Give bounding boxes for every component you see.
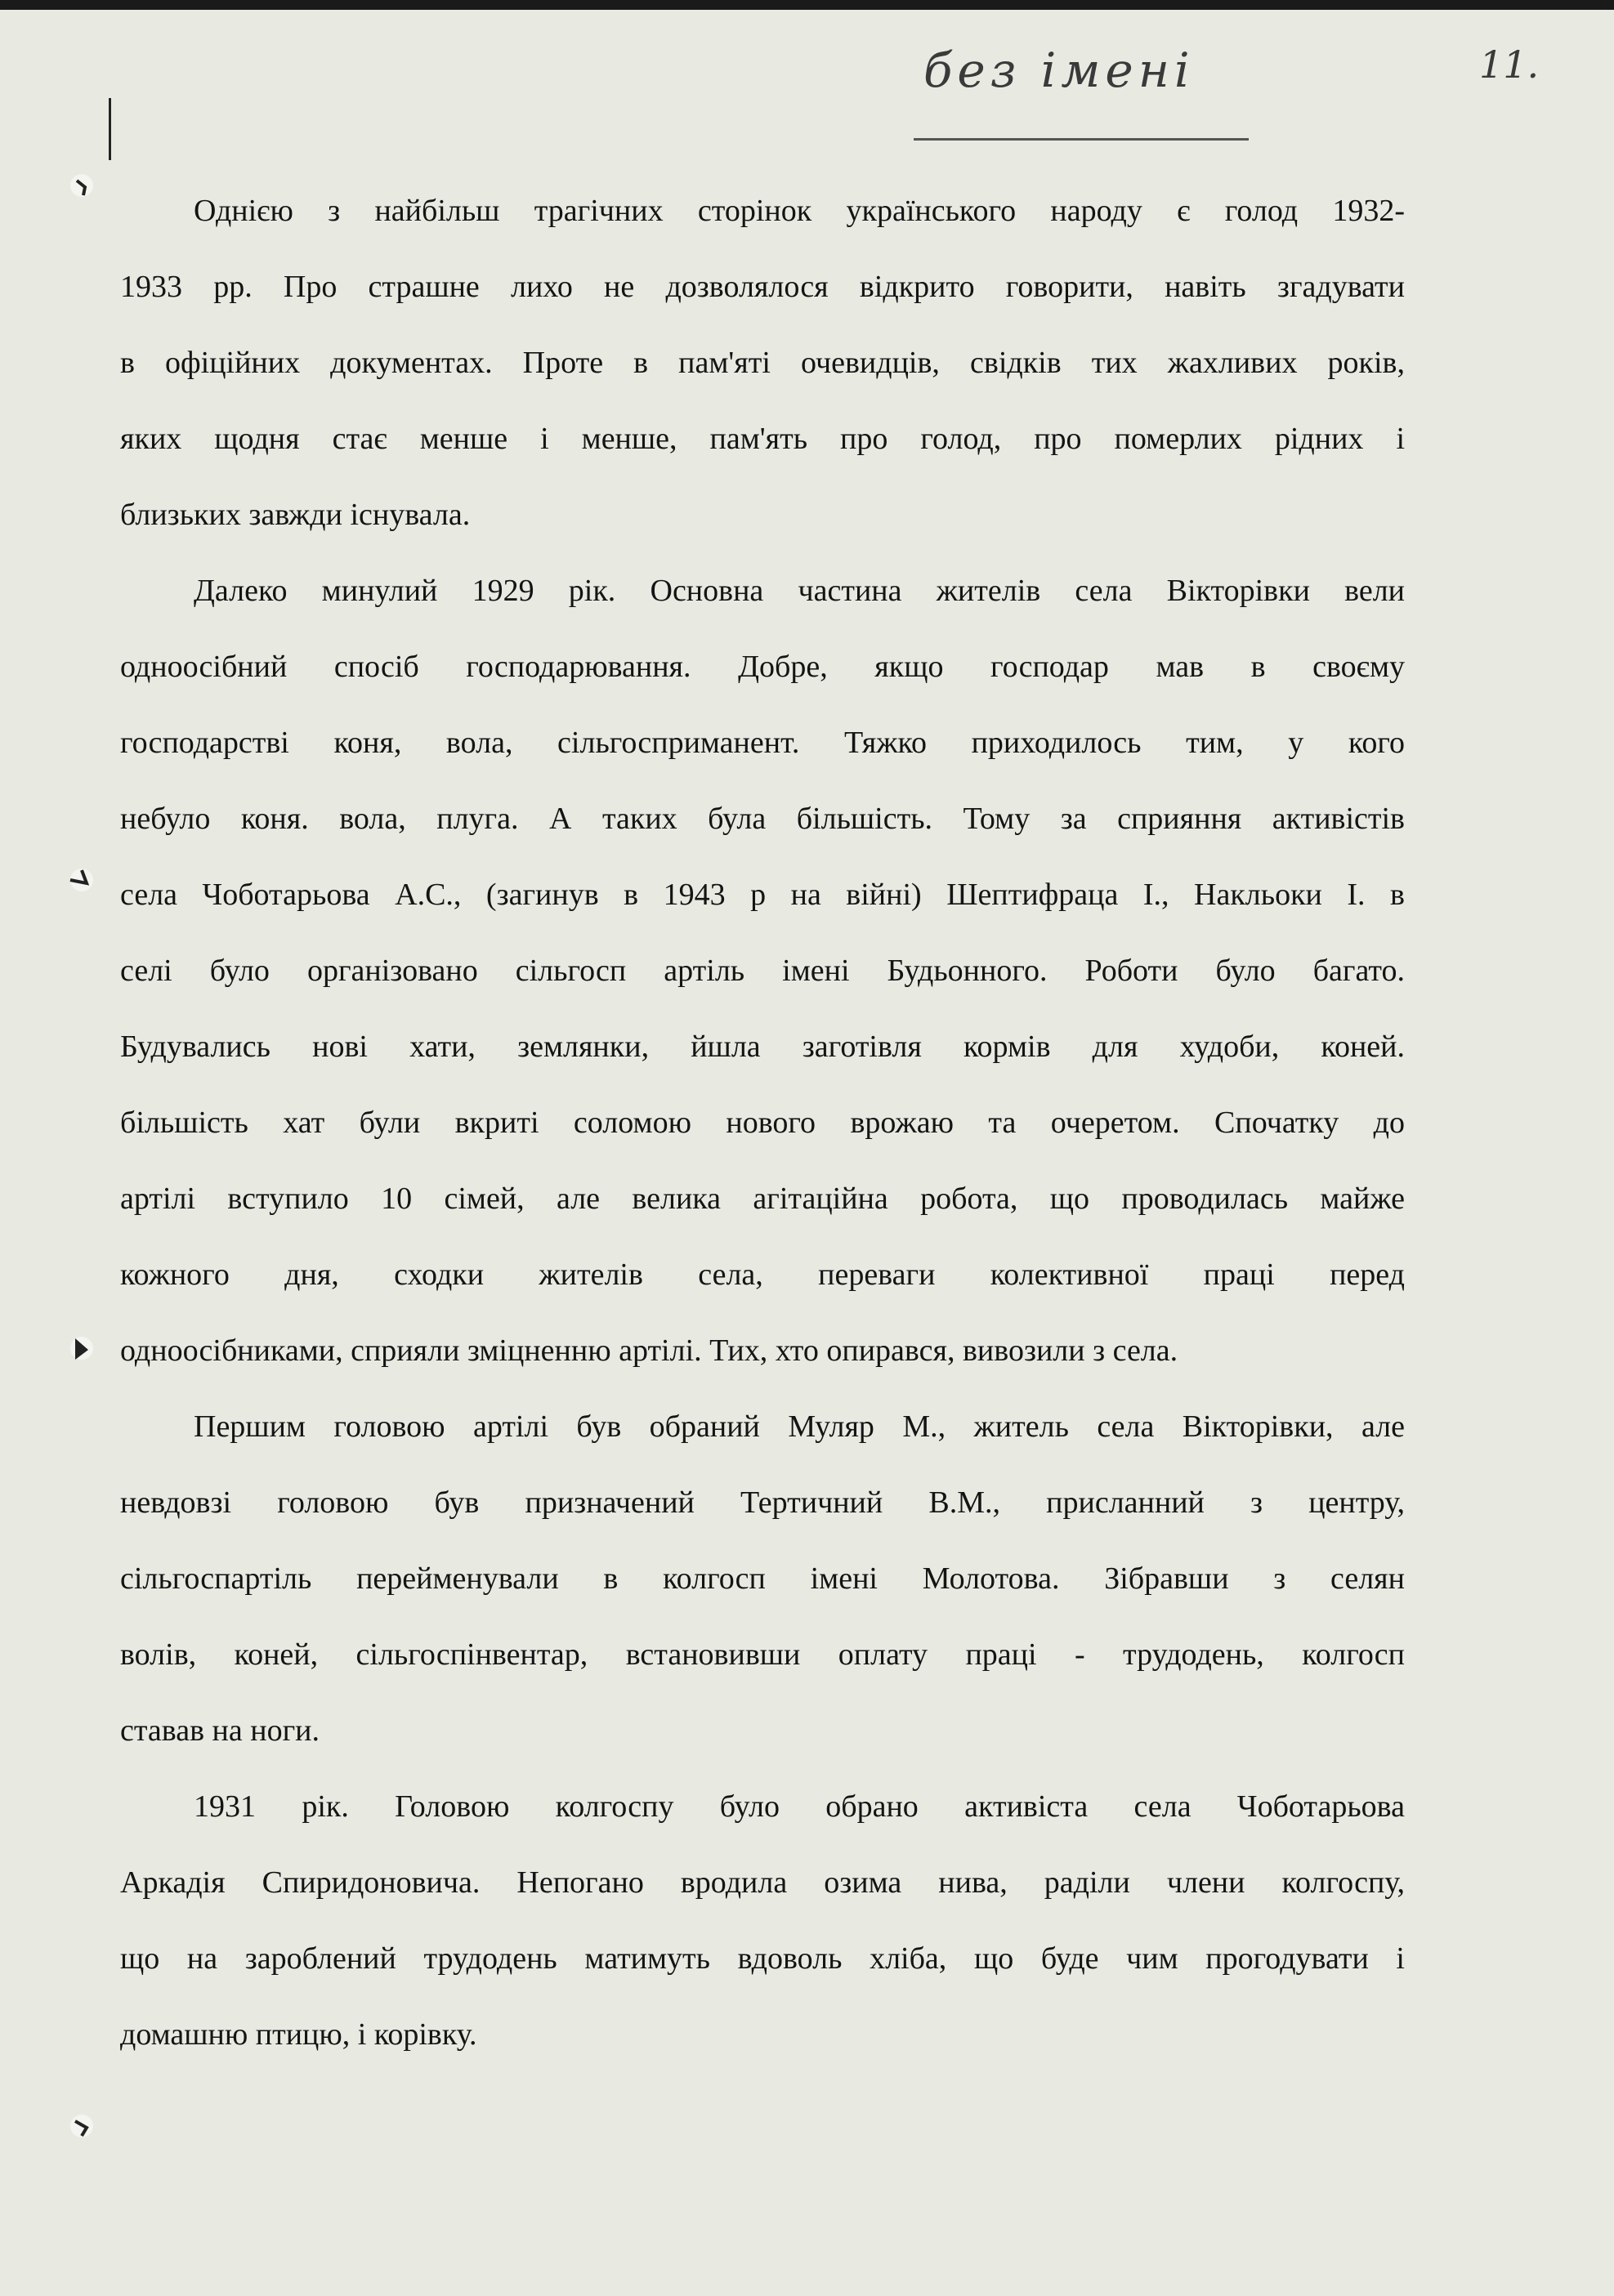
paragraph (120, 553, 1405, 1389)
text-line: ставав на ноги. (120, 1713, 320, 1748)
text-line: домашню птицю, і корівку. (120, 2017, 477, 2052)
text-line: села Чоботарьова А.С., (загинув в 1943 р на війні) Шептифраца І., Накльоки І. в (120, 878, 1405, 912)
text-line: небуло коня. вола, плуга. А таких була більшість. Тому за сприяння активістів (120, 802, 1405, 836)
text-line: кожного дня, сходки жителів села, переваги колективної праці перед (120, 1257, 1405, 1292)
paragraph (120, 173, 1405, 553)
text-line: одноосібниками, сприяли зміцненню артілі. Тих, хто опирався, вивозили з села. (120, 1333, 1178, 1368)
text-line: Першим головою артілі був обраний Муляр М., житель села Вікторівки, але (194, 1409, 1405, 1444)
text-line: невдовзі головою був призначений Тертичний В.М., присланний з центру, (120, 1485, 1405, 1520)
document-page (0, 10, 1614, 2296)
text-line: одноосібний спосіб господарювання. Добре, якщо господар мав в своєму (120, 650, 1405, 684)
text-line: Будувались нові хати, землянки, йшла заготівля кормів для худоби, коней. (120, 1030, 1405, 1064)
text-line: близьких завжди існувала. (120, 498, 471, 532)
page-number: 11. (1479, 42, 1540, 87)
handwritten-title: без імені (923, 42, 1195, 98)
text-line: яких щодня стає менше і менше, пам'ять про голод, про померлих рідних і (120, 422, 1405, 456)
body-text (120, 173, 1405, 2073)
text-line: 1933 рр. Про страшне лихо не дозволялося відкрито говорити, навіть згадувати (120, 270, 1405, 304)
text-line: волів, коней, сільгоспінвентар, встановивши оплату праці - трудодень, колгосп (120, 1637, 1405, 1672)
text-line: в офіційних документах. Проте в пам'яті очевидців, свідків тих жахливих років, (120, 346, 1405, 380)
paragraph (120, 1389, 1405, 1769)
text-line: більшість хат були вкриті соломою нового врожаю та очеретом. Спочатку до (120, 1106, 1405, 1140)
text-line: Далеко минулий 1929 рік. Основна частина жителів села Вікторівки вели (194, 574, 1405, 608)
punch-hole-icon (65, 169, 98, 202)
text-line: артілі вступило 10 сімей, але велика агітаційна робота, що проводилась майже (120, 1182, 1405, 1216)
text-line: що на зароблений трудодень матимуть вдоволь хліба, що буде чим прогодувати і (120, 1941, 1405, 1976)
text-line: 1931 рік. Головою колгоспу було обрано активіста села Чоботарьова (194, 1789, 1405, 1824)
punch-hole-icon (65, 1332, 98, 1365)
text-line: господарстві коня, вола, сільгосприманент. Тяжко приходилось тим, у кого (120, 726, 1405, 760)
text-line: селі було організовано сільгосп артіль імені Будьонного. Роботи було багато. (120, 954, 1405, 988)
punch-hole-icon (65, 2110, 98, 2142)
text-line: Однією з найбільш трагічних сторінок українського народу є голод 1932- (194, 194, 1405, 228)
handwritten-underline (914, 138, 1249, 141)
paragraph (120, 1769, 1405, 2073)
text-line: сільгоспартіль перейменували в колгосп імені Молотова. Зібравши з селян (120, 1561, 1405, 1596)
margin-mark (109, 98, 111, 160)
punch-hole-icon (65, 864, 98, 896)
text-line: Аркадія Спиридоновича. Непогано вродила озима нива, раділи члени колгоспу, (120, 1865, 1405, 1900)
